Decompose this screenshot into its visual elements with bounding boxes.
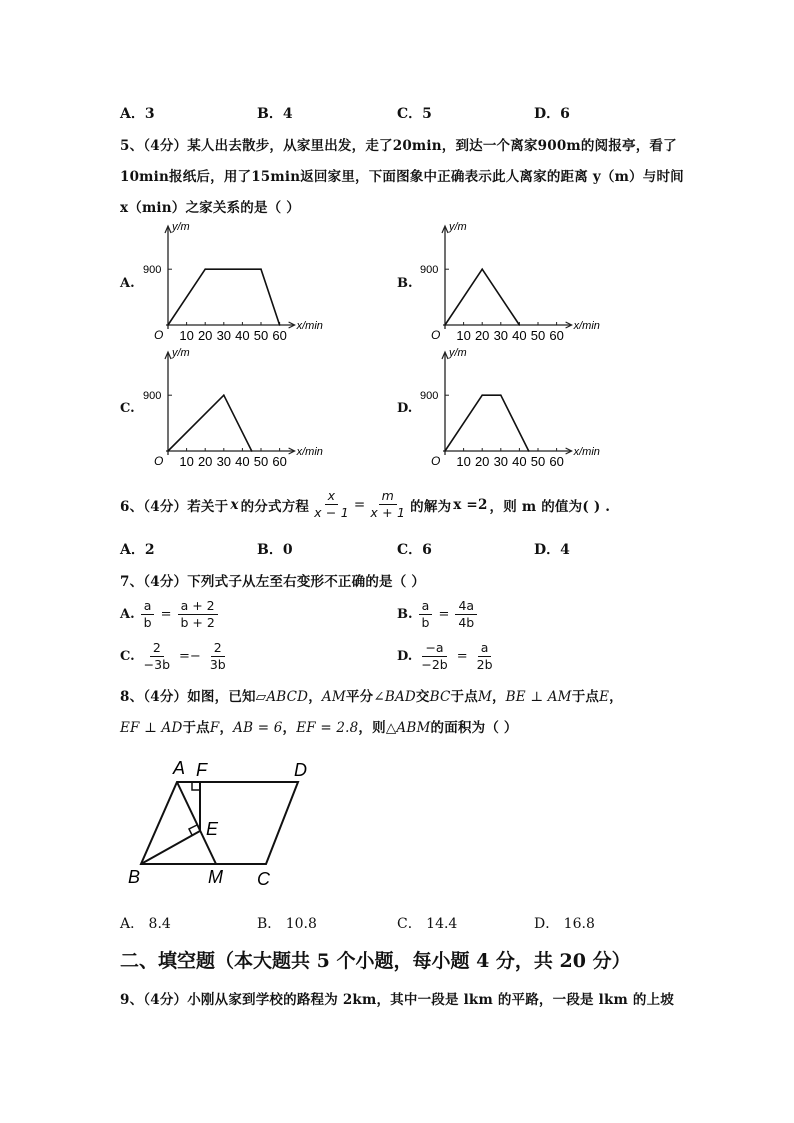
q6-fraction-1 xyxy=(311,488,352,521)
origin-label: O xyxy=(431,328,441,342)
q6-fraction-2 xyxy=(367,488,408,521)
q4-option-d: D．6 xyxy=(534,106,570,122)
section-2-title: 二、填空题（本大题共 5 个小题，每小题 4 分，共 20 分） xyxy=(120,950,631,972)
x-tick-label: 30 xyxy=(493,454,509,469)
x-tick-label: 50 xyxy=(530,328,546,343)
x-tick-label: 40 xyxy=(512,454,527,469)
q5-label-d: D. xyxy=(397,401,413,416)
q6-end: ，则 m 的值为( ) . xyxy=(489,498,611,515)
q6-frac1-num: x xyxy=(325,488,339,505)
data-point xyxy=(481,268,483,270)
y-axis-label: y/m xyxy=(449,347,467,359)
q7-b-r-den: 4b xyxy=(458,615,475,630)
q6-mid: 的分式方程 xyxy=(240,498,310,515)
y-tick-label: 900 xyxy=(420,390,439,403)
q6-option-c: C．6 xyxy=(397,542,432,558)
x-tick-label: 30 xyxy=(216,454,232,469)
q5-graph-b xyxy=(417,215,647,345)
right-angle-f xyxy=(192,782,200,790)
x-tick-label: 50 xyxy=(530,454,546,469)
y-axis-label: y/m xyxy=(172,347,190,359)
x-tick-label: 10 xyxy=(179,454,194,469)
x-axis-label: x/min xyxy=(573,446,600,458)
q7-d-l-num: −a xyxy=(422,640,446,657)
y-tick-label: 900 xyxy=(143,264,162,277)
q7-a-r-num: a + 2 xyxy=(178,598,218,615)
data-point xyxy=(260,268,262,270)
x-tick-label: 60 xyxy=(549,454,564,469)
q5-stem-line1: 5、（4分）某人出去散步，从家里出发，走了20min，到达一个离家900m的阅报亭，看了 xyxy=(120,138,677,154)
q7-d-eq: = xyxy=(456,649,468,664)
q7-d-r-num: a xyxy=(478,640,492,657)
segment-be xyxy=(141,831,200,864)
q6-option-d: D．4 xyxy=(534,542,570,558)
q6-option-a: A．2 xyxy=(120,542,155,558)
q8-stem-line1: 8、（4分）如图，已知▱ABCD，AM平分∠BAD交BC于点M，BE ⊥ AM于点E， xyxy=(120,689,623,705)
q7-a-l-num: a xyxy=(141,598,155,615)
x-axis-label: x/min xyxy=(296,446,323,458)
q5-graph-c xyxy=(140,341,370,471)
q7-c-l-den: −3b xyxy=(143,657,171,672)
q7-a-eq: = xyxy=(160,607,172,622)
point-f-label: F xyxy=(196,760,207,780)
q6-stem xyxy=(120,488,610,521)
q7-option-d xyxy=(397,640,496,673)
q5-graph-d xyxy=(417,341,647,471)
q7-c-r-num: 2 xyxy=(211,640,225,657)
q8-option-d: D． 16.8 xyxy=(534,916,595,932)
data-point xyxy=(167,450,169,452)
x-axis-label: x/min xyxy=(296,320,323,332)
data-point xyxy=(204,268,206,270)
y-tick-label: 900 xyxy=(143,390,162,403)
q5-stem-line3: x（min）之家关系的是（ ） xyxy=(120,200,300,216)
x-tick-label: 50 xyxy=(253,454,269,469)
q5-label-b: B. xyxy=(397,276,413,291)
data-point xyxy=(279,324,281,326)
x-tick-label: 30 xyxy=(216,328,232,343)
x-axis-label: x/min xyxy=(573,320,600,332)
data-point xyxy=(500,394,502,396)
x-tick-label: 20 xyxy=(474,454,490,469)
q7-b-label: B. xyxy=(397,607,413,622)
point-c-label: C xyxy=(257,869,270,889)
q5-label-c: C. xyxy=(120,401,135,416)
q7-c-r-den: 3b xyxy=(209,657,226,672)
point-m-label: M xyxy=(208,867,223,887)
x-tick-label: 20 xyxy=(474,328,490,343)
x-tick-label: 10 xyxy=(456,328,471,343)
q7-a-l-den: b xyxy=(143,615,152,630)
q8-option-a: A． 8.4 xyxy=(120,916,171,932)
data-point xyxy=(528,450,530,452)
x-tick-label: 50 xyxy=(253,328,269,343)
origin-label: O xyxy=(154,328,164,342)
q7-c-l-num: 2 xyxy=(150,640,164,657)
data-point xyxy=(223,394,225,396)
q7-d-r-den: 2b xyxy=(476,657,493,672)
data-series-line xyxy=(445,395,529,451)
x-tick-label: 20 xyxy=(197,454,213,469)
q7-a-label: A. xyxy=(120,607,135,622)
q6-frac2-num: m xyxy=(379,488,397,505)
q5-graph-a xyxy=(140,215,370,345)
q6-equals: = xyxy=(353,496,366,513)
data-series-line xyxy=(168,269,280,325)
q8-option-b: B． 10.8 xyxy=(257,916,317,932)
q7-option-b xyxy=(397,598,477,631)
q5-stem-line2: 10min报纸后，用了15min返回家里，下面图象中正确表示此人离家的距离 y（m）与时间 xyxy=(120,169,684,185)
data-series-line xyxy=(445,269,519,325)
q6-solution: x =2 xyxy=(453,496,488,513)
q7-option-a xyxy=(120,598,218,631)
x-tick-label: 40 xyxy=(235,454,250,469)
data-point xyxy=(444,324,446,326)
q6-suffix: 的解为 xyxy=(410,498,452,515)
q7-d-label: D. xyxy=(397,649,413,664)
y-axis-label: y/m xyxy=(172,221,190,233)
x-tick-label: 10 xyxy=(179,328,194,343)
q6-option-b: B．0 xyxy=(257,542,293,558)
q7-b-r-num: 4a xyxy=(455,598,477,615)
point-d-label: D xyxy=(294,760,307,780)
q4-option-c: C．5 xyxy=(397,106,432,122)
q5-label-a: A. xyxy=(120,276,135,291)
q4-option-b: B．4 xyxy=(257,106,293,122)
q4-option-a: A．3 xyxy=(120,106,155,122)
x-tick-label: 40 xyxy=(235,328,250,343)
origin-label: O xyxy=(154,454,164,468)
q6-var: x xyxy=(230,496,239,513)
q7-c-eq: =− xyxy=(179,649,201,664)
q7-a-r-den: b + 2 xyxy=(180,615,215,630)
x-tick-label: 40 xyxy=(512,328,527,343)
point-a-label: A xyxy=(173,758,186,778)
origin-label: O xyxy=(431,454,441,468)
q7-c-label: C. xyxy=(120,649,135,664)
y-axis-label: y/m xyxy=(449,221,467,233)
y-tick-label: 900 xyxy=(420,264,439,277)
x-tick-label: 10 xyxy=(456,454,471,469)
q7-b-l-den: b xyxy=(421,615,430,630)
data-point xyxy=(251,450,253,452)
point-b-label: B xyxy=(128,867,141,887)
q7-option-c xyxy=(120,640,229,673)
data-point xyxy=(167,324,169,326)
q6-frac1-den: x − 1 xyxy=(314,505,349,520)
q6-prefix: 6、（4分）若关于 xyxy=(120,498,229,515)
point-e-label: E xyxy=(206,819,219,839)
x-tick-label: 20 xyxy=(197,328,213,343)
q6-frac2-den: x + 1 xyxy=(370,505,406,520)
q7-b-l-num: a xyxy=(419,598,433,615)
x-tick-label: 60 xyxy=(272,328,287,343)
q7-d-l-den: −2b xyxy=(421,657,448,672)
q8-parallelogram-figure xyxy=(120,752,320,892)
q9-stem: 9、（4分）小刚从家到学校的路程为 2km，其中一段是 lkm 的平路，一段是 lkm 的上坡 xyxy=(120,992,674,1008)
q7-b-eq: = xyxy=(438,607,450,622)
q8-stem-line2: EF ⊥ AD于点F，AB = 6，EF = 2.8，则△ABM的面积为（ ） xyxy=(120,720,518,736)
data-series-line xyxy=(168,395,252,451)
data-point xyxy=(481,394,483,396)
data-point xyxy=(519,324,521,326)
q8-option-c: C． 14.4 xyxy=(397,916,458,932)
x-tick-label: 30 xyxy=(493,328,509,343)
q7-stem: 7、（4分）下列式子从左至右变形不正确的是（ ） xyxy=(120,574,426,590)
data-point xyxy=(444,450,446,452)
x-tick-label: 60 xyxy=(272,454,287,469)
x-tick-label: 60 xyxy=(549,328,564,343)
